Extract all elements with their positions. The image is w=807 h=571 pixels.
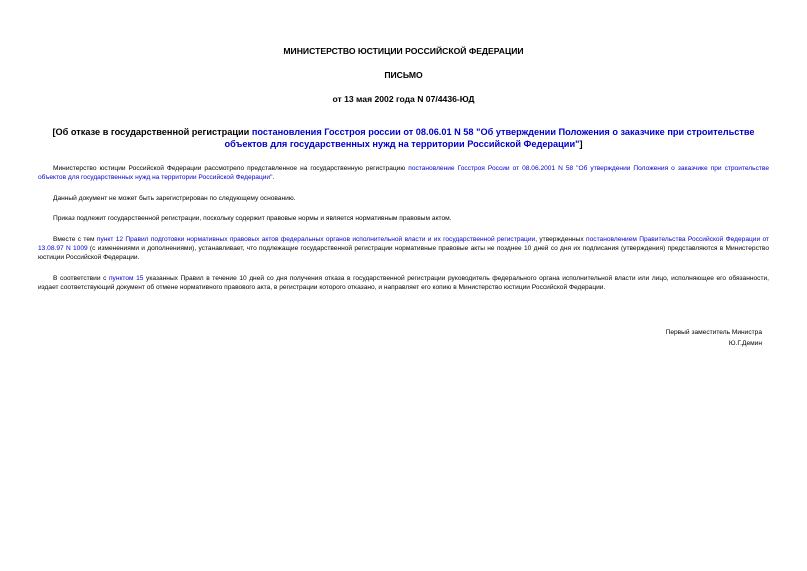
p1-link-resolution[interactable]: постановление Госстроя России от 08.06.2001 N 58 "Об утверждении Положения о заказчике при строительстве объектов для государственных нужд на территории Российской Федерации" bbox=[38, 165, 769, 182]
document-subject bbox=[38, 126, 769, 150]
p4-text-3: (с изменениями и дополнениями), устанавливает, что подлежащие государственной регистрации нормативные правовые акты не позднее 10 дней со дня их подписания (утверждения) представляются в Министерство юстиции Российской Федерации. bbox=[38, 245, 769, 262]
subject-suffix: ] bbox=[579, 139, 583, 149]
paragraph-4 bbox=[38, 235, 769, 263]
signatory-position: Первый заместитель Министра bbox=[665, 329, 762, 336]
p5-text-2: указанных Правил в течение 10 дней со дня получения отказа в государственной регистрации руководитель федерального органа исполнительной власти или лицо, исполняющее его обязанности, издает соответствующий документ об отмене нормативного правового акта, в регистрации которого отказано, и направляет его копию в Министерство юстиции Российской Федерации. bbox=[38, 274, 769, 292]
paragraph-3: Приказ подлежит государственной регистрации, поскольку содержит правовые нормы и является нормативным правовым актом. bbox=[53, 215, 452, 223]
signatory-name: Ю.Г.Демин bbox=[728, 340, 762, 347]
paragraph-2: Данный документ не может быть зарегистрирован по следующему основанию. bbox=[53, 194, 296, 202]
p1-text-2: . bbox=[272, 174, 275, 182]
ministry-heading: МИНИСТЕРСТВО ЮСТИЦИИ РОССИЙСКОЙ ФЕДЕРАЦИИ bbox=[283, 46, 524, 56]
subject-link[interactable]: постановления Госстроя россии от 08.06.01 N 58 "Об утверждении Положения о заказчике при строительстве объектов для государственных нужд на территории Российской Федерации" bbox=[224, 127, 755, 149]
p4-link-rules-item-12[interactable]: пункт 12 Правил подготовки нормативных правовых актов федеральных органов исполнительной власти и их государственной регистрации bbox=[96, 235, 536, 243]
p4-text-1: Вместе с тем bbox=[53, 235, 97, 243]
document-type: ПИСЬМО bbox=[384, 70, 423, 80]
document-body bbox=[38, 164, 769, 293]
subject-prefix: [Об отказе в государственной регистрации bbox=[52, 127, 252, 137]
document-page bbox=[38, 44, 770, 347]
p1-text-1: Министерство юстиции Российской Федерации рассмотрело представленное на государственную регистрацию bbox=[53, 165, 409, 172]
document-date: от 13 мая 2002 года N 07/4436-ЮД bbox=[332, 94, 475, 104]
p4-link-government-resolution[interactable]: постановлением Правительства Российской Федерации от 13.08.97 N 1009 bbox=[38, 235, 770, 253]
p5-link-item-15[interactable]: пунктом 15 bbox=[108, 274, 144, 282]
p5-text-1: В соответствии с bbox=[53, 274, 109, 282]
signature-block bbox=[666, 327, 762, 349]
paragraph-1 bbox=[38, 164, 769, 183]
paragraph-5 bbox=[38, 274, 769, 293]
p4-text-2: , утвержденных bbox=[535, 235, 587, 243]
